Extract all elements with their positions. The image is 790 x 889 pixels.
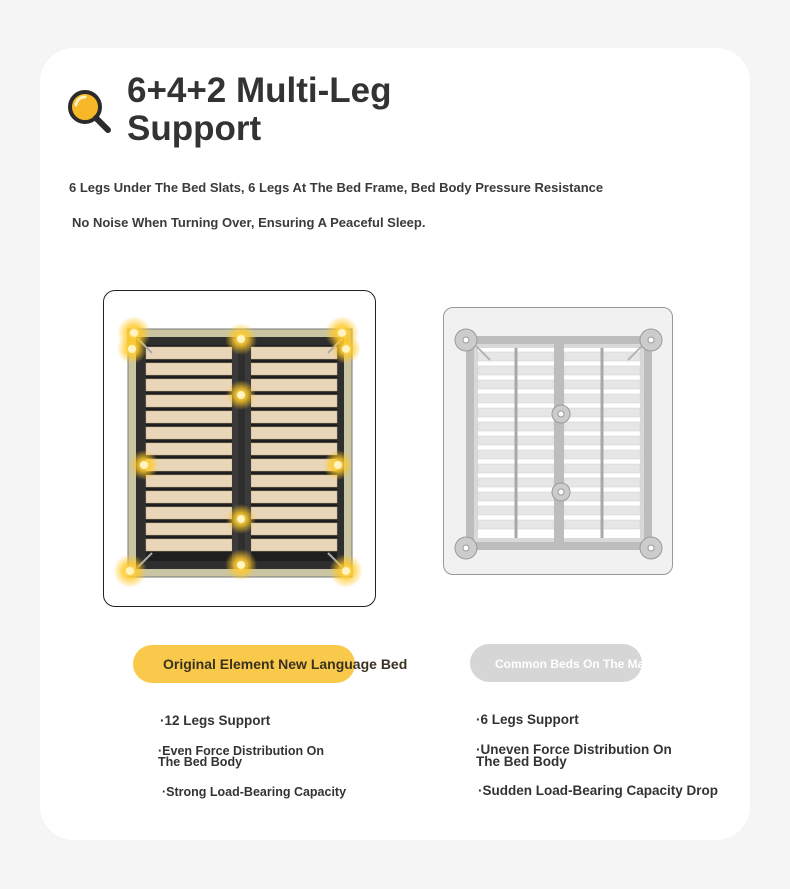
common-bed-feature-3: ·Sudden Load-Bearing Capacity Drop xyxy=(478,783,719,798)
new-bed-feature-2: ·Even Force Distribution On xyxy=(158,744,324,758)
title-line-2: Support xyxy=(127,109,262,148)
new-bed-feature-2-cont: The Bed Body xyxy=(158,755,243,769)
new-bed-panel xyxy=(103,290,376,607)
new-bed-feature-3: ·Strong Load-Bearing Capacity xyxy=(162,785,347,799)
description-line-1: 6 Legs Under The Bed Slats, 6 Legs At The Bed Frame, Bed Body Pressure Resistance xyxy=(69,180,604,195)
common-bed-illustration xyxy=(444,308,674,576)
page-title xyxy=(127,72,547,148)
title-line-1: 6+4+2 Multi-Leg xyxy=(127,71,392,110)
common-bed-feature-1: ·6 Legs Support xyxy=(476,712,579,727)
common-bed-feature-2: ·Uneven Force Distribution On xyxy=(476,742,672,757)
common-bed-panel xyxy=(443,307,673,575)
magnifier-icon xyxy=(66,88,112,134)
new-bed-feature-1: ·12 Legs Support xyxy=(160,713,271,728)
description-line-2: No Noise When Turning Over, Ensuring A Peaceful Sleep. xyxy=(72,215,426,230)
new-bed-illustration xyxy=(104,291,377,608)
common-bed-feature-2-cont: The Bed Body xyxy=(476,754,567,769)
common-bed-label: Common Beds On The Market xyxy=(495,657,667,671)
common-bed-label-pill xyxy=(470,644,667,682)
new-bed-label: Original Element New Language Bed xyxy=(163,656,408,672)
